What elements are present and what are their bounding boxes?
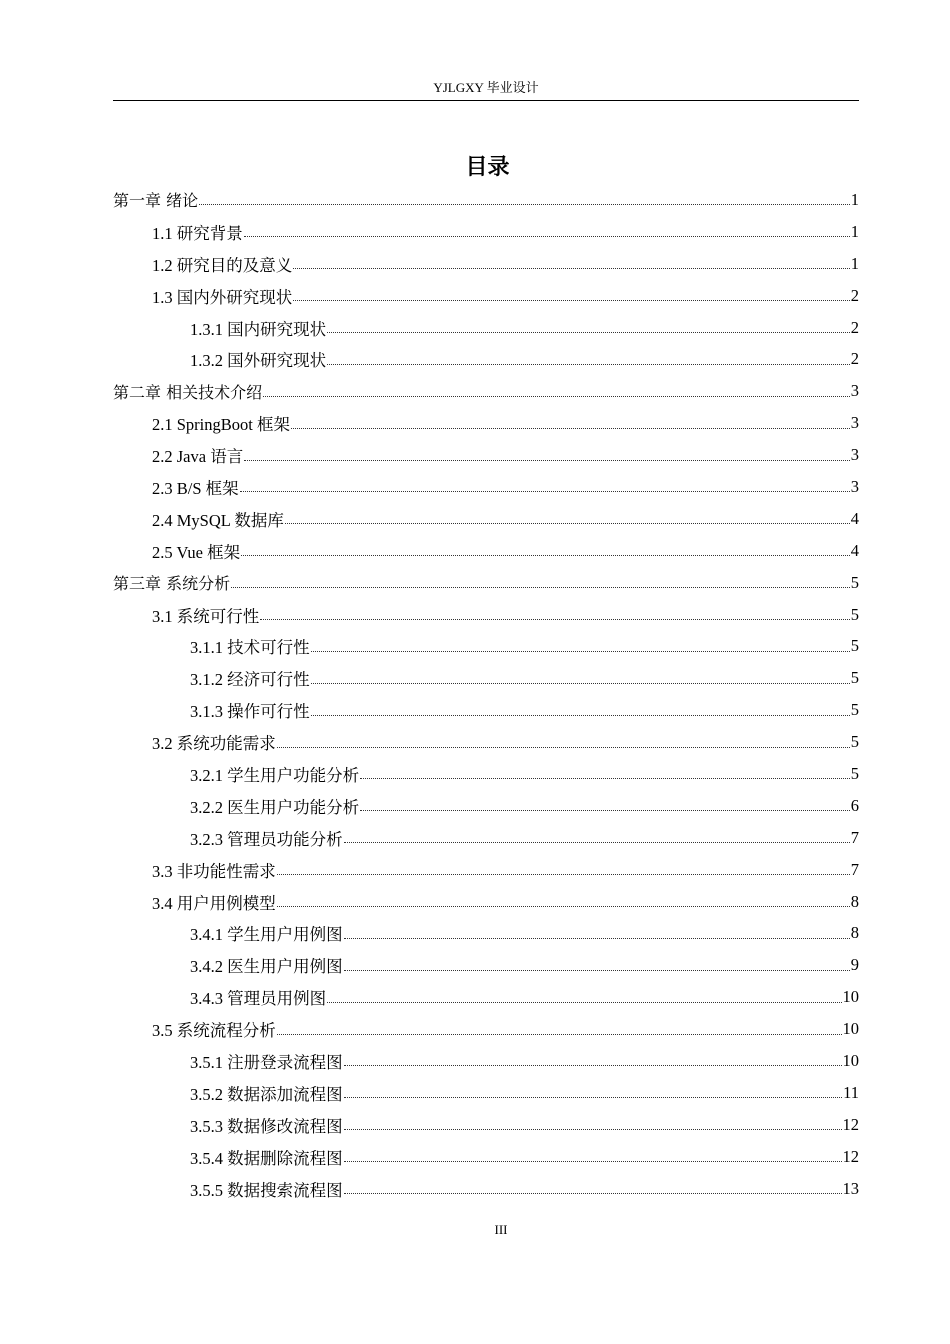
toc-entry[interactable] bbox=[113, 1173, 859, 1205]
toc-leader-dots bbox=[344, 1129, 842, 1130]
toc-entry-title: 3.4.2 医生用户用例图 bbox=[190, 957, 343, 977]
toc-entry-title: 3.2.1 学生用户功能分析 bbox=[190, 765, 360, 785]
toc-leader-dots bbox=[344, 1193, 842, 1194]
toc-entry-page: 11 bbox=[843, 1082, 859, 1102]
toc-leader-dots bbox=[360, 810, 850, 811]
toc-entry[interactable] bbox=[113, 981, 859, 1013]
page-footer bbox=[0, 1222, 950, 1238]
toc-entry-title: 2.2 Java 语言 bbox=[152, 447, 244, 467]
toc-entry-page: 2 bbox=[850, 317, 859, 337]
toc-leader-dots bbox=[263, 396, 850, 397]
toc-leader-dots bbox=[344, 1097, 842, 1098]
toc-leader-dots bbox=[344, 970, 850, 971]
toc-entry[interactable] bbox=[113, 1141, 859, 1173]
toc-entry-page: 1 bbox=[850, 253, 859, 273]
toc-leader-dots bbox=[344, 938, 850, 939]
footer-page-number: III bbox=[494, 1222, 508, 1237]
toc-entry[interactable] bbox=[113, 248, 859, 280]
toc-entry-page: 6 bbox=[850, 795, 859, 815]
toc-leader-dots bbox=[240, 491, 850, 492]
toc-entry[interactable] bbox=[113, 375, 859, 407]
toc-entry[interactable] bbox=[113, 439, 859, 471]
toc-entry-page: 5 bbox=[850, 636, 859, 656]
toc-entry[interactable] bbox=[113, 1045, 859, 1077]
toc-leader-dots bbox=[293, 268, 850, 269]
toc-entry[interactable] bbox=[113, 758, 859, 790]
toc-entry-title: 2.3 B/S 框架 bbox=[152, 478, 239, 498]
toc-leader-dots bbox=[291, 428, 850, 429]
toc-entry[interactable] bbox=[113, 1109, 859, 1141]
toc-entry-page: 12 bbox=[842, 1146, 859, 1166]
toc-entry-page: 4 bbox=[850, 540, 859, 560]
toc-entry-page: 1 bbox=[850, 221, 859, 241]
toc-entry-page: 10 bbox=[842, 987, 859, 1007]
toc-leader-dots bbox=[277, 747, 850, 748]
toc-entry-page: 10 bbox=[842, 1019, 859, 1039]
toc-entry[interactable] bbox=[113, 822, 859, 854]
toc-entry[interactable] bbox=[113, 184, 859, 216]
toc-entry-title: 3.4.1 学生用户用例图 bbox=[190, 925, 343, 945]
toc-entry[interactable] bbox=[113, 599, 859, 631]
toc-entry-title: 3.3 非功能性需求 bbox=[152, 861, 276, 881]
toc-leader-dots bbox=[293, 300, 850, 301]
toc-entry-page: 13 bbox=[842, 1178, 859, 1198]
toc-entry[interactable] bbox=[113, 886, 859, 918]
table-of-contents bbox=[113, 184, 859, 1205]
toc-leader-dots bbox=[199, 204, 850, 205]
toc-entry[interactable] bbox=[113, 662, 859, 694]
toc-leader-dots bbox=[327, 332, 850, 333]
toc-entry-page: 5 bbox=[850, 700, 859, 720]
toc-entry-title: 3.1.1 技术可行性 bbox=[190, 638, 310, 658]
toc-leader-dots bbox=[344, 1065, 842, 1066]
toc-entry-page: 7 bbox=[850, 827, 859, 847]
toc-entry-page: 12 bbox=[842, 1114, 859, 1134]
toc-entry-page: 7 bbox=[850, 859, 859, 879]
toc-entry-title: 2.5 Vue 框架 bbox=[152, 542, 241, 562]
toc-entry-title: 1.3.1 国内研究现状 bbox=[190, 319, 327, 339]
toc-entry-title: 3.1.3 操作可行性 bbox=[190, 702, 310, 722]
toc-entry-title: 1.3 国内外研究现状 bbox=[152, 287, 293, 307]
toc-entry-title: 3.2.3 管理员功能分析 bbox=[190, 829, 343, 849]
toc-entry-page: 2 bbox=[850, 349, 859, 369]
toc-leader-dots bbox=[260, 619, 850, 620]
toc-entry-page: 2 bbox=[850, 285, 859, 305]
toc-leader-dots bbox=[244, 460, 850, 461]
toc-entry-page: 3 bbox=[850, 413, 859, 433]
toc-entry-title: 3.5 系统流程分析 bbox=[152, 1021, 276, 1041]
toc-entry[interactable] bbox=[113, 280, 859, 312]
toc-entry-title: 3.2.2 医生用户功能分析 bbox=[190, 797, 360, 817]
toc-entry-page: 8 bbox=[850, 923, 859, 943]
toc-entry-title: 3.4.3 管理员用例图 bbox=[190, 989, 327, 1009]
toc-entry[interactable] bbox=[113, 503, 859, 535]
toc-leader-dots bbox=[311, 715, 850, 716]
toc-entry-page: 3 bbox=[850, 381, 859, 401]
toc-entry-page: 1 bbox=[850, 189, 859, 209]
toc-entry-title: 3.5.1 注册登录流程图 bbox=[190, 1052, 343, 1072]
toc-entry-title: 3.2 系统功能需求 bbox=[152, 734, 276, 754]
toc-leader-dots bbox=[327, 1002, 841, 1003]
toc-entry[interactable] bbox=[113, 917, 859, 949]
toc-leader-dots bbox=[311, 683, 850, 684]
toc-entry[interactable] bbox=[113, 1077, 859, 1109]
toc-entry-page: 8 bbox=[850, 891, 859, 911]
toc-entry-page: 5 bbox=[850, 572, 859, 592]
toc-entry-title: 2.1 SpringBoot 框架 bbox=[152, 415, 290, 435]
toc-entry-title: 3.4 用户用例模型 bbox=[152, 893, 276, 913]
page-header bbox=[113, 79, 859, 101]
toc-leader-dots bbox=[285, 523, 850, 524]
toc-leader-dots bbox=[277, 874, 850, 875]
toc-entry-page: 5 bbox=[850, 668, 859, 688]
toc-entry[interactable] bbox=[113, 343, 859, 375]
toc-entry-page: 5 bbox=[850, 732, 859, 752]
toc-entry-title: 1.2 研究目的及意义 bbox=[152, 255, 293, 275]
toc-entry[interactable] bbox=[113, 535, 859, 567]
toc-leader-dots bbox=[277, 906, 850, 907]
toc-entry-title: 3.5.4 数据删除流程图 bbox=[190, 1148, 343, 1168]
toc-entry-title: 3.1.2 经济可行性 bbox=[190, 670, 310, 690]
toc-entry[interactable] bbox=[113, 630, 859, 662]
toc-leader-dots bbox=[244, 236, 850, 237]
toc-entry-title: 3.5.5 数据搜索流程图 bbox=[190, 1180, 343, 1200]
toc-leader-dots bbox=[241, 555, 850, 556]
toc-leader-dots bbox=[311, 651, 850, 652]
toc-entry-page: 5 bbox=[850, 763, 859, 783]
toc-entry-title: 3.1 系统可行性 bbox=[152, 606, 260, 626]
toc-entry-page: 9 bbox=[850, 955, 859, 975]
toc-entry-title: 3.5.2 数据添加流程图 bbox=[190, 1084, 343, 1104]
toc-entry-title: 3.5.3 数据修改流程图 bbox=[190, 1116, 343, 1136]
toc-entry-title: 第一章 绪论 bbox=[113, 191, 199, 211]
header-text: YJLGXY 毕业设计 bbox=[433, 80, 539, 95]
toc-entry[interactable] bbox=[113, 216, 859, 248]
toc-entry[interactable] bbox=[113, 567, 859, 599]
toc-entry[interactable] bbox=[113, 694, 859, 726]
toc-entry[interactable] bbox=[113, 407, 859, 439]
toc-entry-title: 2.4 MySQL 数据库 bbox=[152, 510, 284, 530]
toc-leader-dots bbox=[231, 587, 850, 588]
toc-leader-dots bbox=[344, 1161, 842, 1162]
toc-entry-title: 第三章 系统分析 bbox=[113, 574, 231, 594]
page-title: 目录 bbox=[465, 155, 510, 180]
toc-leader-dots bbox=[277, 1034, 842, 1035]
toc-entry-page: 3 bbox=[850, 476, 859, 496]
toc-entry[interactable] bbox=[113, 726, 859, 758]
toc-entry[interactable] bbox=[113, 471, 859, 503]
toc-leader-dots bbox=[360, 778, 850, 779]
toc-entry-title: 1.3.2 国外研究现状 bbox=[190, 351, 327, 371]
toc-entry-page: 4 bbox=[850, 508, 859, 528]
toc-leader-dots bbox=[327, 364, 850, 365]
toc-entry-title: 1.1 研究背景 bbox=[152, 223, 243, 243]
toc-entry-page: 10 bbox=[842, 1050, 859, 1070]
toc-entry[interactable] bbox=[113, 949, 859, 981]
toc-entry-page: 3 bbox=[850, 445, 859, 465]
toc-entry-title: 第二章 相关技术介绍 bbox=[113, 382, 263, 402]
toc-entry[interactable] bbox=[113, 790, 859, 822]
toc-entry[interactable] bbox=[113, 312, 859, 344]
toc-entry-page: 5 bbox=[850, 604, 859, 624]
toc-entry[interactable] bbox=[113, 854, 859, 886]
toc-entry[interactable] bbox=[113, 1013, 859, 1045]
toc-leader-dots bbox=[344, 842, 850, 843]
